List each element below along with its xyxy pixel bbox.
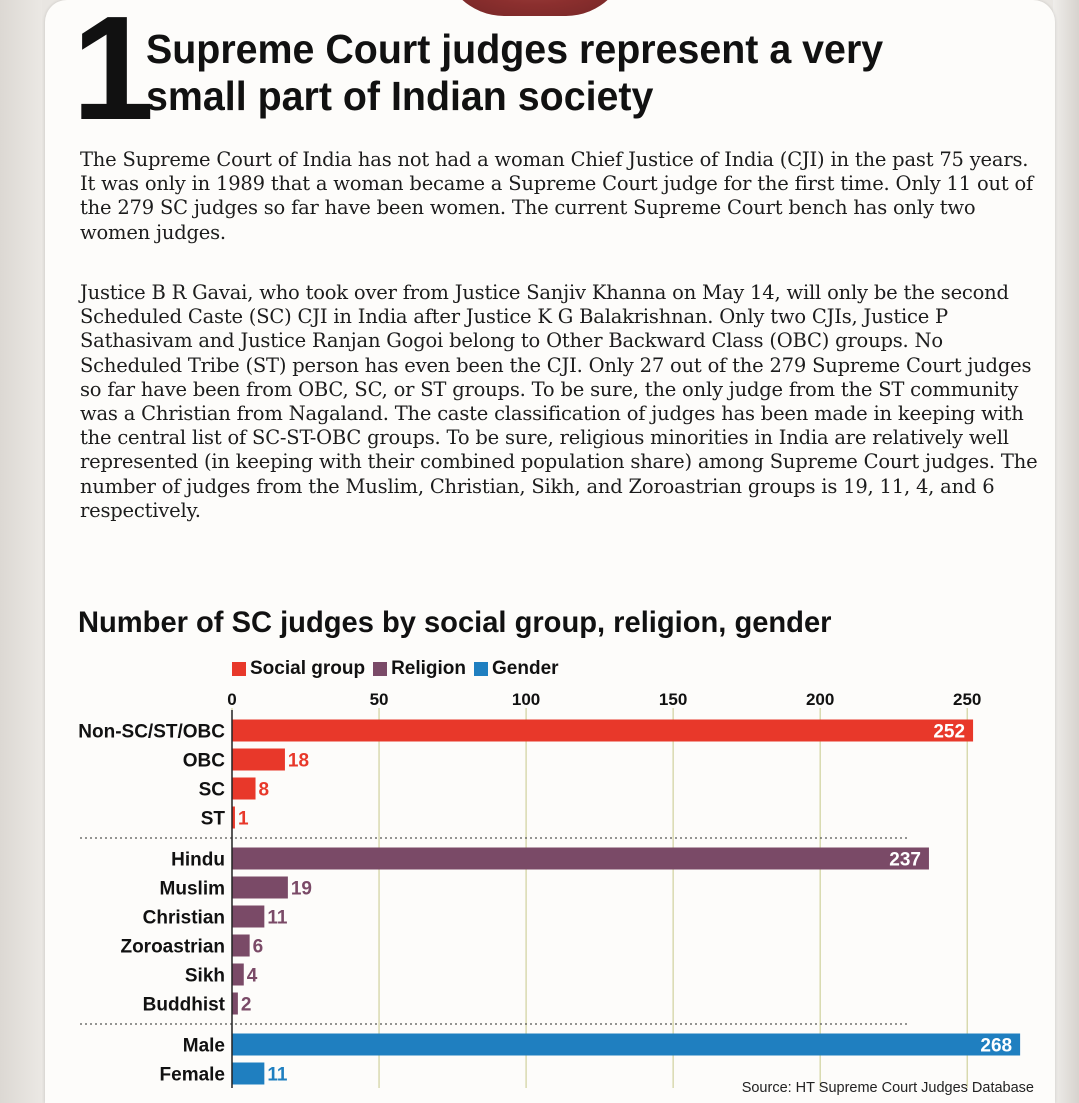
bar-buddhist: [232, 993, 238, 1015]
section-number: 1: [72, 0, 149, 151]
category-label-non-sc-st-obc: Non-SC/ST/OBC: [78, 721, 225, 743]
bar-obc: [232, 749, 285, 771]
category-label-sikh: Sikh: [184, 965, 225, 987]
tick-label-100: 100: [511, 690, 541, 709]
value-label-hindu: 237: [889, 849, 921, 871]
headline: Supreme Court judges represent a very small part of Indian society: [146, 26, 884, 119]
category-label-obc: OBC: [182, 750, 225, 772]
value-label-sc: 8: [258, 779, 270, 801]
tick-label-200: 200: [805, 690, 835, 709]
chart-title: Number of SC judges by social group, religion, gender: [78, 606, 832, 639]
value-label-buddhist: 2: [240, 994, 252, 1016]
bar-zoroastrian: [232, 935, 250, 957]
bar-christian: [232, 906, 264, 928]
value-label-christian: 11: [267, 907, 288, 929]
bar-male: [232, 1034, 1020, 1056]
legend-label-gender: Gender: [492, 658, 559, 679]
value-label-female: 11: [267, 1064, 288, 1086]
category-label-hindu: Hindu: [171, 849, 225, 871]
tick-label-50: 50: [369, 690, 389, 709]
bar-muslim: [232, 877, 288, 899]
category-label-zoroastrian: Zoroastrian: [120, 936, 225, 958]
value-label-male: 268: [980, 1035, 1013, 1057]
bar-sikh: [232, 964, 244, 986]
category-label-christian: Christian: [142, 907, 225, 929]
tick-label-0: 0: [227, 690, 237, 709]
tick-label-150: 150: [658, 690, 688, 709]
value-label-st: 1: [237, 808, 249, 830]
value-label-muslim: 19: [290, 878, 313, 900]
value-label-zoroastrian: 6: [252, 936, 264, 958]
category-label-muslim: Muslim: [159, 878, 225, 900]
category-label-male: Male: [182, 1035, 225, 1057]
value-label-non-sc-st-obc: 252: [933, 721, 966, 743]
paragraph-2: Justice B R Gavai, who took over from Justice Sanjiv Khanna on May 14, will only be the second Scheduled Caste (SC) CJI in India after Justice K G Balakrishnan. Only two CJIs, Justice P Sathasivam and Justice Ranjan Gogoi belong to Other Backward Class (OBC) groups. No Scheduled Tribe (ST) person has even been the CJI. Only 27 out of the 279 Supreme Court judges so far have been from OBC, SC, or ST groups. To be sure, the only judge from the ST community was a Christian from Nagaland. The caste classification of judges has been made in keeping with the central list of SC-ST-OBC groups. To be sure, religious minorities in India are relatively well represented (in keeping with their combined population share) among Supreme Court judges. The number of judges from the Muslim, Christian, Sikh, and Zoroastrian groups is 19, 11, 4, and 6 respectively.: [80, 281, 1038, 522]
bar-non-sc-st-obc: [232, 720, 973, 742]
legend-label-social-group: Social group: [250, 658, 366, 679]
source-note: Source: HT Supreme Court Judges Database: [741, 1080, 1034, 1096]
tick-label-250: 250: [952, 690, 982, 709]
category-label-buddhist: Buddhist: [142, 994, 225, 1016]
legend-label-religion: Religion: [391, 658, 467, 679]
bar-sc: [232, 778, 256, 800]
category-label-st: ST: [200, 808, 225, 830]
bar-hindu: [232, 848, 929, 870]
category-label-sc: SC: [198, 779, 225, 801]
bar-female: [232, 1063, 264, 1085]
paragraph-1: The Supreme Court of India has not had a woman Chief Justice of India (CJI) in the past 75 years. It was only in 1989 that a woman became a Supreme Court judge for the first time. Only 11 out of the 279 SC judges so far have been women. The current Supreme Court bench has only two women judges.: [80, 148, 1034, 244]
value-label-sikh: 4: [246, 965, 258, 987]
value-label-obc: 18: [287, 750, 310, 772]
category-label-female: Female: [159, 1064, 225, 1086]
